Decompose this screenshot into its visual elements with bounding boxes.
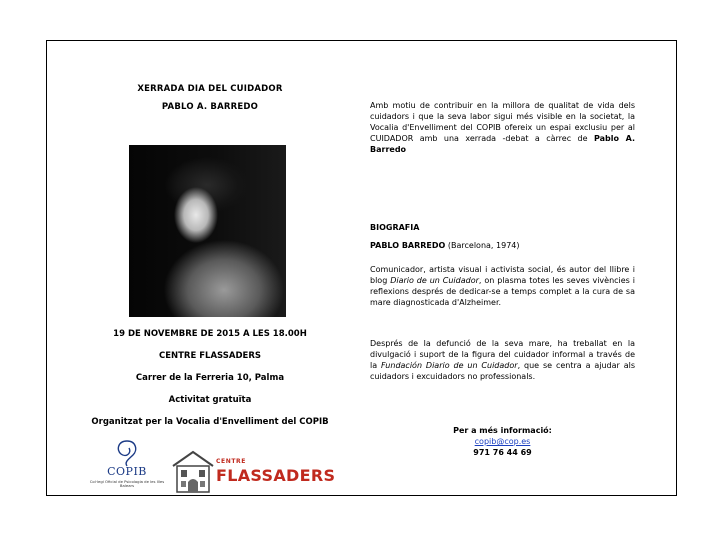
intro-paragraph xyxy=(370,100,635,155)
building-icon xyxy=(170,448,216,494)
copib-logo-mark xyxy=(88,438,166,468)
contact-email-link[interactable]: copib@cop.es xyxy=(474,437,531,446)
bio-name-line xyxy=(370,240,635,251)
bio-p1-text-b: , on plasma totes les seves vivències i reflexions després de dedicar-se a temps complet a la cura de sa mare diagnosticada d'Alzheimer. xyxy=(370,276,635,308)
contact-heading: Per a més informació: xyxy=(453,426,552,435)
speaker-photo xyxy=(129,145,286,317)
intro-text: Amb motiu de contribuir en la millora de qualitat de vida dels cuidadors i que la seva labor sigui més visible en la societat, la Vocalia d'Envelliment del COPIB ofereix un espai exclusiu per al CUIDADOR amb una xerrada -debat a càrrec de xyxy=(370,101,635,144)
bio-p2-text-b: , que se centra a ajudar als cuidadors i excuidadors no professionals. xyxy=(370,361,636,382)
bio-paragraph-2 xyxy=(370,338,635,382)
flassaders-centre-label: CENTRE xyxy=(216,458,246,465)
flassaders-wordmark: FLASSADERS xyxy=(216,466,336,485)
copib-subtitle: Col·legi Oficial de Psicologia de les Illes Balears xyxy=(89,479,165,489)
bio-origin: (Barcelona, 1974) xyxy=(445,241,520,250)
bio-name: PABLO BARREDO xyxy=(370,241,446,250)
intro-speaker-name: Pablo A. Barredo xyxy=(370,134,635,155)
event-organizer: Organitzat per la Vocalia d'Envelliment del COPIB xyxy=(91,417,329,427)
event-date-time: 19 DE NOVEMBRE DE 2015 A LES 18.00H xyxy=(113,329,307,339)
contact-email-line xyxy=(370,436,635,447)
speaker-name-heading: PABLO A. BARREDO xyxy=(161,102,259,112)
bio-p1-book-title: Diario de un Cuidador xyxy=(390,276,479,286)
event-title: XERRADA DIA DEL CUIDADOR xyxy=(137,84,283,94)
event-address: Carrer de la Ferreria 10, Palma xyxy=(135,373,285,383)
flassaders-logo xyxy=(170,448,336,494)
bio-heading: BIOGRAFIA xyxy=(370,223,420,232)
copib-logo xyxy=(88,438,166,492)
event-admission: Activitat gratuïta xyxy=(168,395,252,405)
bio-paragraph-1 xyxy=(370,264,635,308)
event-venue: CENTRE FLASSADERS xyxy=(158,351,262,361)
copib-wordmark: COPIB xyxy=(107,465,147,478)
bio-p2-text-a: Després de la defunció de la seva mare, ha treballat en la divulgació i suport de la figura del cuidador informal a través de la xyxy=(370,339,635,371)
bio-p2-foundation: Fundación Diario de un Cuidador xyxy=(381,361,518,371)
contact-phone: 971 76 44 69 xyxy=(473,448,532,457)
bio-p1-text-a: Comunicador, artista visual i activista social, és autor del llibre i blog xyxy=(370,265,635,286)
